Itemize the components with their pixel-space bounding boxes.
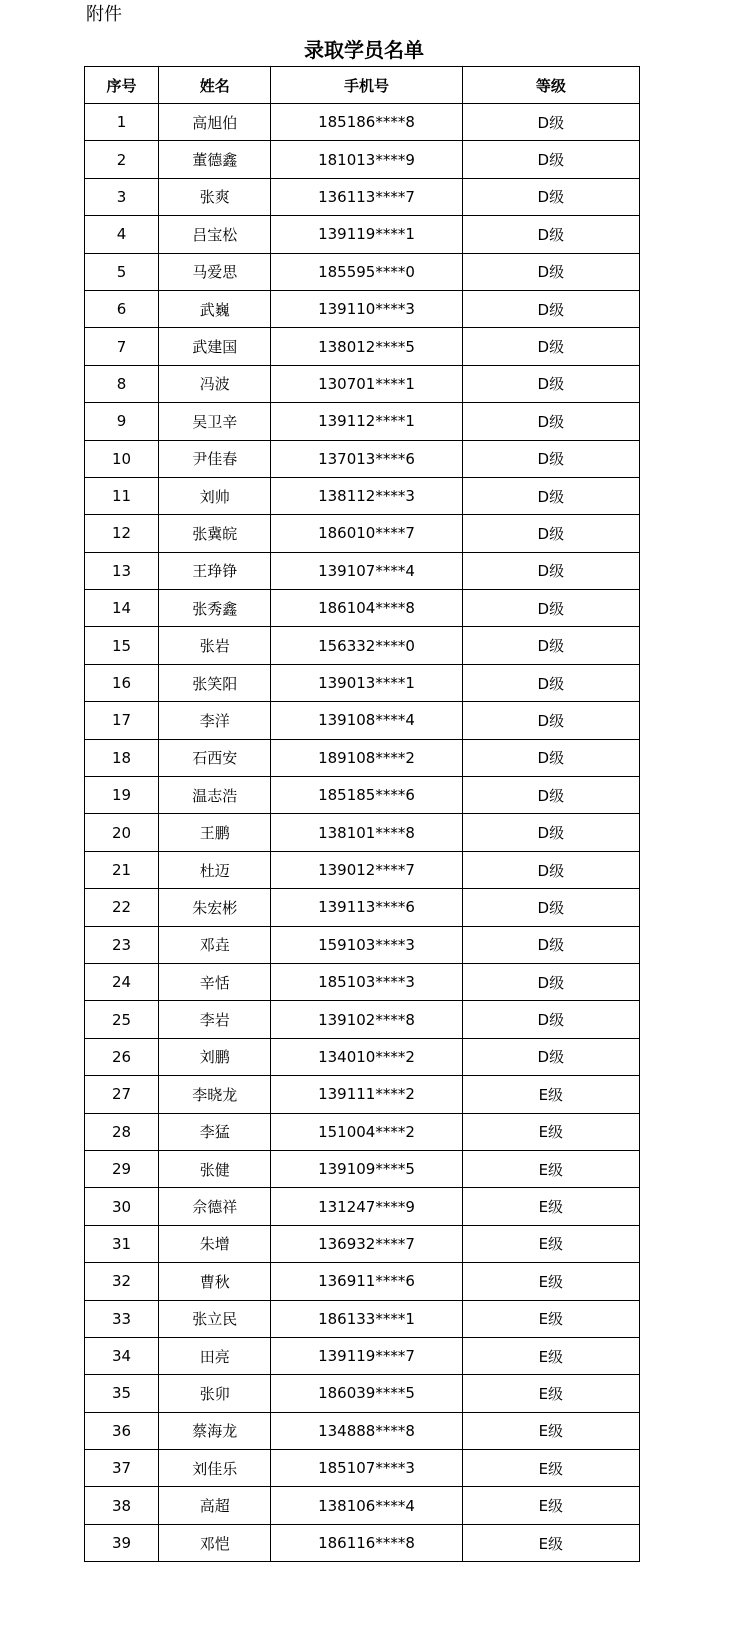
cell-phone: 139111****2 (271, 1076, 462, 1113)
table-row (85, 216, 640, 253)
table-row (85, 1412, 640, 1449)
cell-phone: 139110****3 (271, 290, 462, 327)
cell-index: 14 (85, 590, 159, 627)
column-header-level: 等级 (462, 67, 639, 104)
cell-phone: 139109****5 (271, 1150, 462, 1187)
cell-level: D级 (462, 627, 639, 664)
cell-index: 13 (85, 552, 159, 589)
cell-name: 武建国 (159, 328, 271, 365)
cell-level: D级 (462, 141, 639, 178)
cell-phone: 139107****4 (271, 552, 462, 589)
table-row (85, 590, 640, 627)
cell-name: 刘帅 (159, 477, 271, 514)
cell-level: D级 (462, 590, 639, 627)
cell-index: 34 (85, 1337, 159, 1374)
cell-index: 15 (85, 627, 159, 664)
cell-name: 张立民 (159, 1300, 271, 1337)
table-row (85, 477, 640, 514)
cell-phone: 130701****1 (271, 365, 462, 402)
cell-level: D级 (462, 403, 639, 440)
table-row (85, 1337, 640, 1374)
cell-name: 辛恬 (159, 963, 271, 1000)
cell-name: 田亮 (159, 1337, 271, 1374)
table-row (85, 1300, 640, 1337)
cell-level: E级 (462, 1225, 639, 1262)
cell-name: 张冀皖 (159, 515, 271, 552)
cell-index: 4 (85, 216, 159, 253)
cell-level: D级 (462, 216, 639, 253)
cell-level: D级 (462, 1001, 639, 1038)
table-row (85, 365, 640, 402)
cell-name: 尹佳春 (159, 440, 271, 477)
cell-name: 李岩 (159, 1001, 271, 1038)
cell-index: 9 (85, 403, 159, 440)
cell-phone: 139108****4 (271, 702, 462, 739)
cell-index: 35 (85, 1375, 159, 1412)
cell-name: 刘鹏 (159, 1038, 271, 1075)
cell-index: 38 (85, 1487, 159, 1524)
cell-index: 16 (85, 664, 159, 701)
cell-index: 17 (85, 702, 159, 739)
cell-level: D级 (462, 253, 639, 290)
table-row (85, 253, 640, 290)
table-header-row (85, 67, 640, 104)
cell-index: 37 (85, 1450, 159, 1487)
cell-index: 20 (85, 814, 159, 851)
table-row (85, 440, 640, 477)
cell-phone: 136113****7 (271, 178, 462, 215)
cell-phone: 134010****2 (271, 1038, 462, 1075)
cell-name: 吴卫辛 (159, 403, 271, 440)
cell-index: 10 (85, 440, 159, 477)
table-row (85, 889, 640, 926)
table-row (85, 1524, 640, 1561)
table-row (85, 403, 640, 440)
cell-phone: 185185****6 (271, 777, 462, 814)
cell-level: D级 (462, 1038, 639, 1075)
cell-index: 7 (85, 328, 159, 365)
table-row (85, 104, 640, 141)
cell-level: E级 (462, 1113, 639, 1150)
table-row (85, 963, 640, 1000)
cell-level: D级 (462, 440, 639, 477)
cell-index: 28 (85, 1113, 159, 1150)
cell-name: 张岩 (159, 627, 271, 664)
cell-level: E级 (462, 1450, 639, 1487)
admission-table (84, 66, 640, 1562)
cell-name: 王鹏 (159, 814, 271, 851)
cell-name: 温志浩 (159, 777, 271, 814)
cell-index: 8 (85, 365, 159, 402)
cell-index: 33 (85, 1300, 159, 1337)
cell-level: D级 (462, 963, 639, 1000)
cell-level: E级 (462, 1150, 639, 1187)
cell-index: 6 (85, 290, 159, 327)
table-row (85, 1263, 640, 1300)
cell-level: E级 (462, 1412, 639, 1449)
table-row (85, 1487, 640, 1524)
cell-phone: 186010****7 (271, 515, 462, 552)
cell-phone: 186039****5 (271, 1375, 462, 1412)
cell-phone: 139113****6 (271, 889, 462, 926)
cell-phone: 185107****3 (271, 1450, 462, 1487)
cell-phone: 137013****6 (271, 440, 462, 477)
cell-phone: 138012****5 (271, 328, 462, 365)
cell-phone: 159103****3 (271, 926, 462, 963)
cell-phone: 186116****8 (271, 1524, 462, 1561)
cell-phone: 185595****0 (271, 253, 462, 290)
table-row (85, 739, 640, 776)
cell-name: 朱宏彬 (159, 889, 271, 926)
cell-phone: 185103****3 (271, 963, 462, 1000)
cell-name: 高旭伯 (159, 104, 271, 141)
cell-name: 张爽 (159, 178, 271, 215)
cell-name: 王琤铮 (159, 552, 271, 589)
attachment-label: 附件 (86, 4, 122, 25)
cell-phone: 185186****8 (271, 104, 462, 141)
cell-level: D级 (462, 328, 639, 365)
cell-name: 邓恺 (159, 1524, 271, 1561)
table-row (85, 777, 640, 814)
cell-level: D级 (462, 664, 639, 701)
cell-level: D级 (462, 889, 639, 926)
table-row (85, 814, 640, 851)
cell-name: 邓垚 (159, 926, 271, 963)
cell-level: D级 (462, 814, 639, 851)
cell-phone: 138112****3 (271, 477, 462, 514)
cell-level: D级 (462, 515, 639, 552)
cell-index: 19 (85, 777, 159, 814)
cell-level: D级 (462, 365, 639, 402)
cell-level: E级 (462, 1263, 639, 1300)
cell-level: D级 (462, 777, 639, 814)
cell-phone: 131247****9 (271, 1188, 462, 1225)
cell-index: 27 (85, 1076, 159, 1113)
table-row (85, 178, 640, 215)
cell-name: 马爱思 (159, 253, 271, 290)
table-row (85, 552, 640, 589)
table-row (85, 1450, 640, 1487)
cell-phone: 134888****8 (271, 1412, 462, 1449)
cell-name: 蔡海龙 (159, 1412, 271, 1449)
column-header-index: 序号 (85, 67, 159, 104)
cell-index: 26 (85, 1038, 159, 1075)
cell-name: 武巍 (159, 290, 271, 327)
table-row (85, 515, 640, 552)
cell-level: E级 (462, 1375, 639, 1412)
cell-name: 杜迈 (159, 851, 271, 888)
cell-index: 23 (85, 926, 159, 963)
cell-level: D级 (462, 477, 639, 514)
cell-name: 高超 (159, 1487, 271, 1524)
cell-name: 李晓龙 (159, 1076, 271, 1113)
table-row (85, 664, 640, 701)
table-row (85, 1076, 640, 1113)
cell-name: 朱增 (159, 1225, 271, 1262)
cell-index: 36 (85, 1412, 159, 1449)
cell-index: 11 (85, 477, 159, 514)
cell-name: 刘佳乐 (159, 1450, 271, 1487)
cell-phone: 138106****4 (271, 1487, 462, 1524)
table-row (85, 1113, 640, 1150)
table-row (85, 141, 640, 178)
cell-name: 石西安 (159, 739, 271, 776)
table-row (85, 627, 640, 664)
cell-level: D级 (462, 104, 639, 141)
cell-name: 李猛 (159, 1113, 271, 1150)
cell-name: 张卯 (159, 1375, 271, 1412)
cell-name: 张笑阳 (159, 664, 271, 701)
table-body (85, 104, 640, 1562)
cell-index: 1 (85, 104, 159, 141)
page-title: 录取学员名单 (304, 38, 424, 62)
table-row (85, 926, 640, 963)
cell-phone: 138101****8 (271, 814, 462, 851)
cell-index: 22 (85, 889, 159, 926)
cell-phone: 189108****2 (271, 739, 462, 776)
cell-name: 吕宝松 (159, 216, 271, 253)
table-row (85, 702, 640, 739)
cell-level: D级 (462, 926, 639, 963)
cell-level: D级 (462, 851, 639, 888)
cell-level: E级 (462, 1300, 639, 1337)
cell-level: E级 (462, 1076, 639, 1113)
table-row (85, 851, 640, 888)
cell-phone: 139013****1 (271, 664, 462, 701)
cell-name: 张健 (159, 1150, 271, 1187)
cell-phone: 151004****2 (271, 1113, 462, 1150)
cell-phone: 139112****1 (271, 403, 462, 440)
cell-level: D级 (462, 702, 639, 739)
cell-level: D级 (462, 178, 639, 215)
cell-index: 30 (85, 1188, 159, 1225)
cell-phone: 139119****7 (271, 1337, 462, 1374)
cell-level: D级 (462, 739, 639, 776)
table-row (85, 1001, 640, 1038)
column-header-name: 姓名 (159, 67, 271, 104)
cell-phone: 181013****9 (271, 141, 462, 178)
cell-phone: 186104****8 (271, 590, 462, 627)
cell-index: 3 (85, 178, 159, 215)
cell-name: 董德鑫 (159, 141, 271, 178)
cell-index: 29 (85, 1150, 159, 1187)
cell-level: E级 (462, 1524, 639, 1561)
cell-index: 39 (85, 1524, 159, 1561)
cell-phone: 139012****7 (271, 851, 462, 888)
cell-phone: 139119****1 (271, 216, 462, 253)
cell-index: 5 (85, 253, 159, 290)
cell-name: 佘德祥 (159, 1188, 271, 1225)
cell-level: D级 (462, 552, 639, 589)
cell-level: E级 (462, 1487, 639, 1524)
cell-phone: 156332****0 (271, 627, 462, 664)
cell-index: 24 (85, 963, 159, 1000)
table-row (85, 328, 640, 365)
cell-index: 18 (85, 739, 159, 776)
table-row (85, 1225, 640, 1262)
cell-phone: 186133****1 (271, 1300, 462, 1337)
cell-index: 21 (85, 851, 159, 888)
cell-index: 2 (85, 141, 159, 178)
table-row (85, 1375, 640, 1412)
cell-index: 12 (85, 515, 159, 552)
cell-phone: 136911****6 (271, 1263, 462, 1300)
cell-name: 李洋 (159, 702, 271, 739)
cell-level: E级 (462, 1188, 639, 1225)
cell-name: 曹秋 (159, 1263, 271, 1300)
cell-level: D级 (462, 290, 639, 327)
cell-index: 25 (85, 1001, 159, 1038)
cell-name: 张秀鑫 (159, 590, 271, 627)
table-row (85, 1150, 640, 1187)
table-row (85, 1188, 640, 1225)
cell-phone: 139102****8 (271, 1001, 462, 1038)
cell-level: E级 (462, 1337, 639, 1374)
cell-index: 32 (85, 1263, 159, 1300)
table-row (85, 290, 640, 327)
cell-phone: 136932****7 (271, 1225, 462, 1262)
cell-name: 冯波 (159, 365, 271, 402)
column-header-phone: 手机号 (271, 67, 462, 104)
table-row (85, 1038, 640, 1075)
cell-index: 31 (85, 1225, 159, 1262)
